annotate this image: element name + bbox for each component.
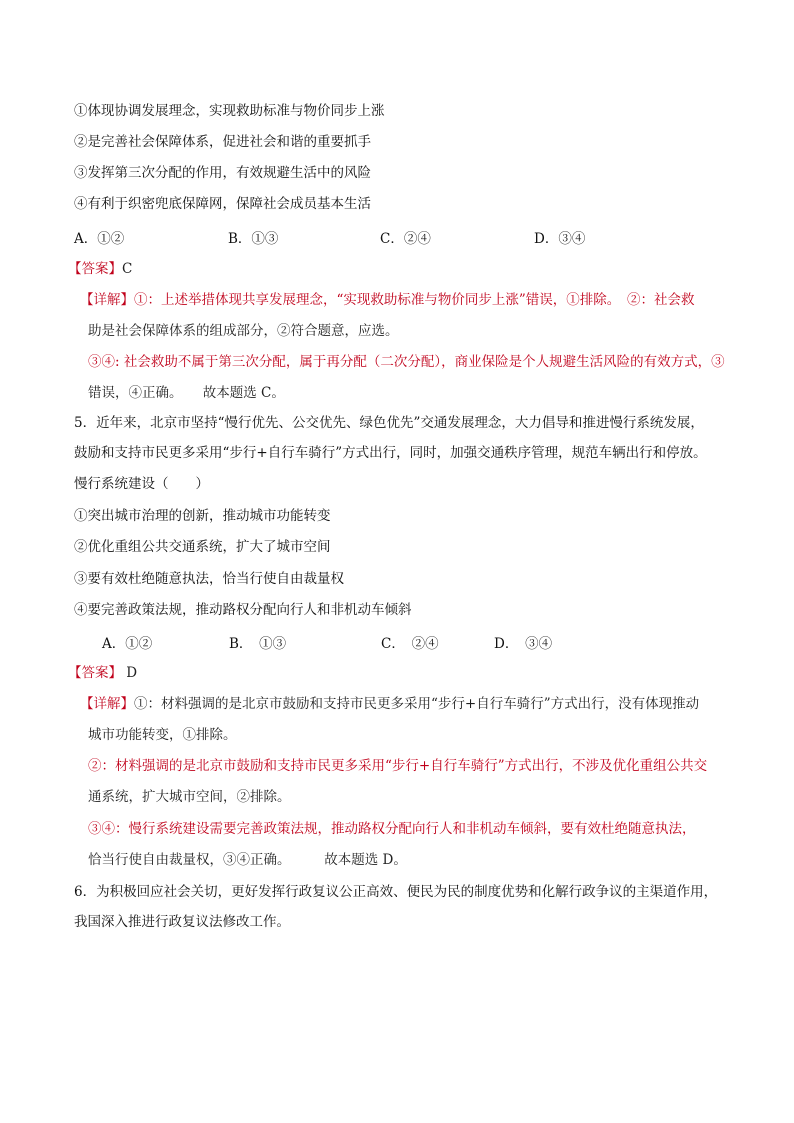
q4-detail-line-3: ③④: 社会救助不属于第三次分配，属于再分配（二次分配），商业保险是个人规避生活风险的有效方式，③ [88,354,725,370]
q5-answer-value: D [122,665,138,681]
q4-option-d: D．③④ [534,231,586,247]
q4-answer [68,259,132,279]
q5-option-b: B． ①③ [229,636,287,652]
q4-item-2: ②是完善社会保障体系，促进社会和谐的重要抓手 [74,134,371,150]
q4-detail-line-1 [80,290,695,310]
q4-detail-line-2: 助是社会保障体系的组成部分，②符合题意，应选。 [88,323,399,339]
q5-detail-line-3: ②：材料强调的是北京市鼓励和支持市民更多采用“步行+自行车骑行”方式出行，不涉及优化重组公共交 [88,758,708,774]
q4-detail-text-1: ①：上述举措体现共享发展理念，“实现救助标准与物价同步上涨”错误，①排除。 ②：社会救 [134,292,695,308]
q5-answer [68,663,137,683]
q4-item-1: ①体现协调发展理念，实现救助标准与物价同步上涨 [74,103,385,119]
q5-item-2: ②优化重组公共交通系统，扩大了城市空间 [74,539,331,555]
q5-stem-line-2: 鼓励和支持市民更多采用“步行+自行车骑行”方式出行，同时，加强交通秩序管理，规范车辆出行和停放。 [74,445,707,461]
q5-detail-line-1 [80,694,699,714]
q4-option-a: A．①② [74,231,125,247]
q5-detail-label: 【详解】 [80,696,134,712]
q6-stem-line-1: 6．为积极回应社会关切，更好发挥行政复议公正高效、便民为民的制度优势和化解行政争议的主渠道作用， [74,884,718,900]
q5-detail-line-2: 城市功能转变，①排除。 [88,727,237,743]
q4-item-3: ③发挥第三次分配的作用，有效规避生活中的风险 [74,165,371,181]
q4-detail-label: 【详解】 [80,292,134,308]
q4-option-b: B．①③ [228,231,279,247]
q5-item-3: ③要有效杜绝随意执法，恰当行使自由裁量权 [74,571,344,587]
q5-detail-text-1: ①：材料强调的是北京市鼓励和支持市民更多采用“步行+自行车骑行”方式出行，没有体现推动 [134,696,700,712]
q4-option-c: C．②④ [380,231,431,247]
q5-answer-label: 【答案】 [68,665,122,681]
q5-option-c: C． ②④ [381,636,439,652]
q5-detail-line-5: ③④：慢行系统建设需要完善政策法规，推动路权分配向行人和非机动车倾斜，要有效杜绝随意执法， [88,821,696,837]
q4-detail-line-4: 错误，④正确。 故本题选 C。 [88,385,285,401]
q5-stem-line-3: 慢行系统建设（ ） [74,476,209,492]
q4-answer-label: 【答案】 [68,261,122,277]
q5-item-4: ④要完善政策法规，推动路权分配向行人和非机动车倾斜 [74,602,412,618]
q5-detail-line-6: 恰当行使自由裁量权，③④正确。 故本题选 D。 [88,852,407,868]
q5-option-d: D． ③④ [494,636,553,652]
q5-detail-line-4: 通系统，扩大城市空间，②排除。 [88,789,291,805]
q5-item-1: ①突出城市治理的创新，推动城市功能转变 [74,508,331,524]
q4-item-4: ④有利于织密兜底保障网，保障社会成员基本生活 [74,196,371,212]
q5-option-a: A．①② [102,636,153,652]
q6-stem-line-2: 我国深入推进行政复议法修改工作。 [74,914,290,930]
q5-stem-line-1: 5．近年来，北京市坚持“慢行优先、公交优先、绿色优先”交通发展理念，大力倡导和推进慢行系统发展， [74,415,704,431]
q4-answer-value: C [122,261,133,277]
